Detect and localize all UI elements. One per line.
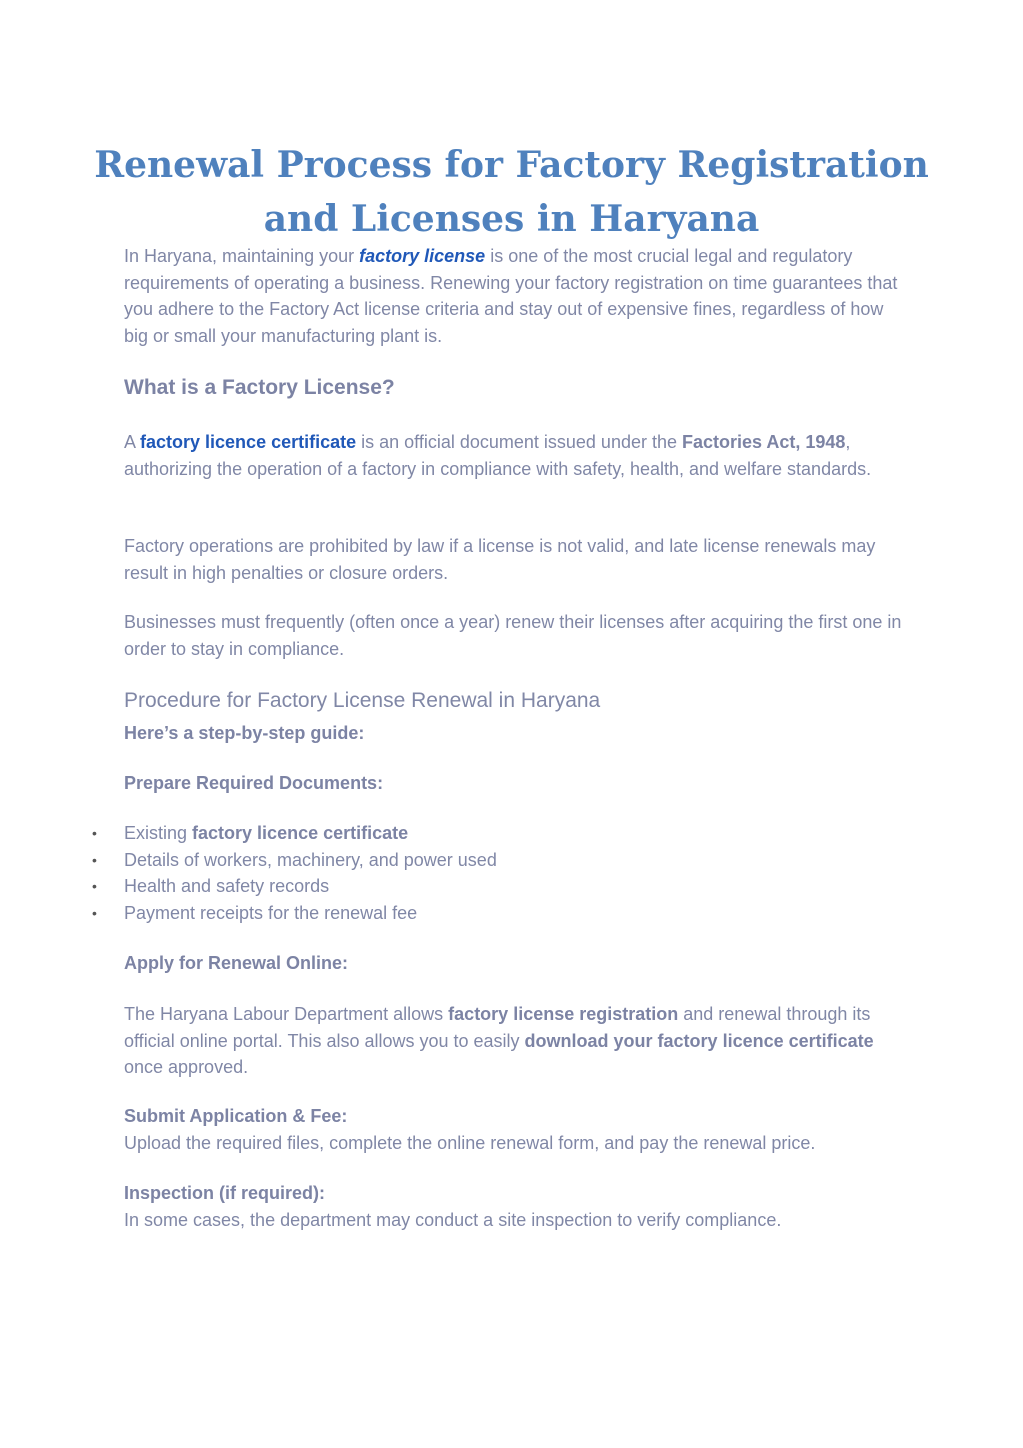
bullet-icon: • [92, 825, 97, 841]
list-item: • Payment receipts for the renewal fee [92, 900, 872, 927]
factory-license-registration-text: factory license registration [448, 1004, 679, 1024]
bullet-icon: • [92, 878, 97, 894]
list-item: • Health and safety records [92, 873, 872, 900]
factory-licence-certificate-link[interactable]: factory licence certificate [140, 432, 357, 452]
frequency-paragraph: Businesses must frequently (often once a year) renew their licenses after acquiring the first one in order to stay in compliance. [124, 612, 902, 659]
submit-heading: Submit Application & Fee: [124, 1106, 348, 1126]
list-item: • Existing factory licence certificate [92, 820, 872, 847]
guide-label: Here’s a step-by-step guide: [124, 723, 365, 743]
submit-section [124, 1103, 904, 1156]
procedure-heading: Procedure for Factory License Renewal in Haryana [124, 689, 601, 712]
submit-text: Upload the required files, complete the online renewal form, and pay the renewal price. [124, 1132, 816, 1153]
what-is-heading: What is a Factory License? [124, 376, 395, 399]
list-item: • Details of workers, machinery, and power used [92, 847, 872, 874]
bullet-icon: • [92, 904, 97, 921]
inspection-section [124, 1180, 904, 1233]
bullet-icon: • [92, 851, 97, 868]
apply-online-paragraph: The Haryana Labour Department allows factory license registration and renewal through its official online portal. This also allows you to easily download your factory licence certificate once approved. [124, 1004, 874, 1077]
prohibited-paragraph: Factory operations are prohibited by law if a license is not valid, and late license renewals may result in high penalties or closure orders. [124, 536, 876, 583]
inspection-text: In some cases, the department may conduct a site inspection to verify compliance. [124, 1209, 782, 1230]
prepare-documents-heading: Prepare Required Documents: [124, 773, 384, 793]
intro-paragraph: In Haryana, maintaining your factory license is one of the most crucial legal and regulatory requirements of operating a business. Renewing your factory registration on time guarantees that you adhere to the Factory Act license criteria and stay out of expensive fines, regardless of how big or small your manufacturing plant is. [124, 246, 898, 346]
download-certificate-text: download your factory licence certificate [524, 1030, 874, 1051]
factory-license-link[interactable]: factory license [359, 246, 486, 266]
page-title: Renewal Process for Factory Registration and Licenses in Haryana [94, 144, 929, 240]
inspection-heading: Inspection (if required): [124, 1183, 326, 1203]
what-is-paragraph: A factory licence certificate is an official document issued under the Factories Act, 1948, authorizing the operation of a factory in compliance with safety, health, and welfare standards. [124, 432, 872, 479]
documents-list [92, 820, 872, 926]
apply-online-heading: Apply for Renewal Online: [124, 953, 349, 973]
factories-act-text: Factories Act, 1948 [682, 432, 846, 452]
